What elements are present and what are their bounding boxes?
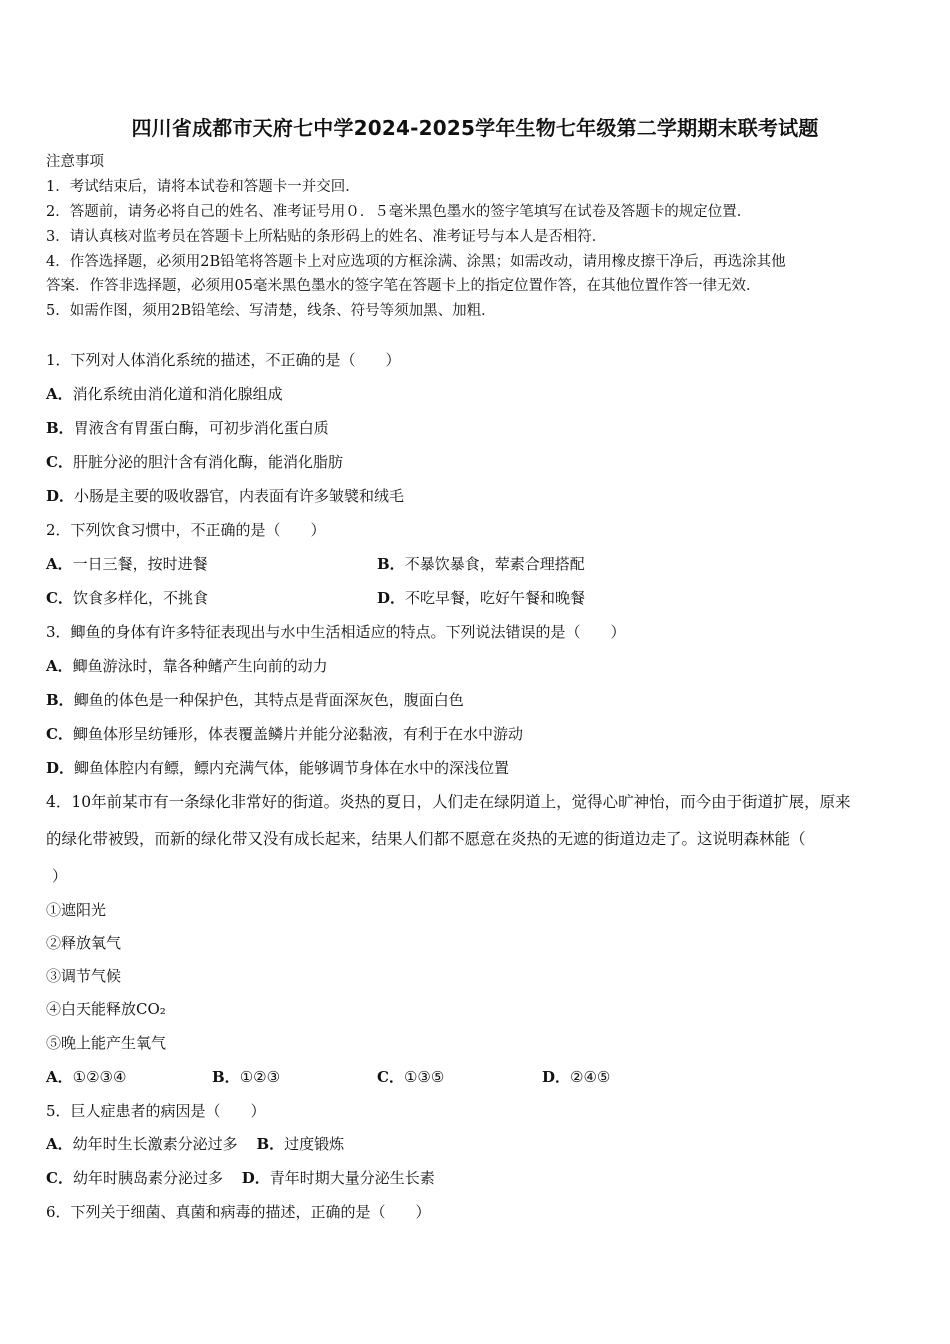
- question-5-options-row: [46, 1134, 344, 1154]
- question-3-option-a: [46, 656, 328, 676]
- question-4-option-b: [212, 1067, 280, 1087]
- question-4-item: ④白天能释放CO₂: [46, 1000, 166, 1018]
- question-2-option-d: [377, 588, 585, 608]
- option-text: 青年时期大量分泌生长素: [269, 1169, 435, 1187]
- option-label: D．: [46, 487, 75, 505]
- page-title: 四川省成都市天府七中学2024-2025学年生物七年级第二学期期末联考试题: [131, 116, 819, 140]
- question-3-stem: 3．鲫鱼的身体有许多特征表现出与水中生活相适应的特点。下列说法错误的是（ ）: [46, 623, 626, 641]
- question-2-option-c: [46, 588, 208, 608]
- question-5-option-c: [46, 1169, 223, 1187]
- question-1-option-b: [46, 418, 329, 438]
- option-label: C．: [46, 589, 73, 607]
- option-text: 鲫鱼体形呈纺锤形，体表覆盖鳞片并能分泌黏液，有利于在水中游动: [72, 725, 523, 743]
- notice-item: 3．请认真核对监考员在答题卡上所粘贴的条形码上的姓名、准考证号与本人是否相符．: [46, 229, 607, 245]
- question-5-option-d: [242, 1169, 435, 1187]
- question-3-option-c: [46, 724, 523, 744]
- question-4-stem-line: 4．10年前某市有一条绿化非常好的街道。炎热的夏日，人们走在绿阴道上，觉得心旷神怡，而今由于街道扩展，原来: [46, 793, 851, 811]
- option-label: B．: [377, 555, 405, 573]
- option-text: 不暴饮暴食，荤素合理搭配: [404, 555, 585, 573]
- option-label: A．: [46, 555, 73, 573]
- question-5-option-a: [46, 1135, 238, 1153]
- question-2-stem: 2．下列饮食习惯中，不正确的是（ ）: [46, 521, 326, 539]
- option-text: 一日三餐，按时进餐: [72, 555, 208, 573]
- notice-item: 1．考试结束后，请将本试卷和答题卡一并交回．: [46, 179, 360, 195]
- question-5-stem: 5．巨人症患者的病因是（ ）: [46, 1102, 266, 1120]
- option-text: 幼年时生长激素分泌过多: [72, 1135, 238, 1153]
- option-label: C．: [377, 1068, 404, 1086]
- option-text: 饮食多样化，不挑食: [72, 589, 208, 607]
- option-label: C．: [46, 1169, 73, 1187]
- option-label: C．: [46, 453, 73, 471]
- notice-heading: 注意事项: [46, 154, 104, 170]
- question-5-options-row: [46, 1168, 435, 1188]
- option-text: ②④⑤: [570, 1068, 611, 1086]
- question-6-stem: 6．下列关于细菌、真菌和病毒的描述，正确的是（ ）: [46, 1203, 431, 1221]
- option-text: ①②③④: [72, 1068, 127, 1086]
- option-text: 鲫鱼的体色是一种保护色，其特点是背面深灰色，腹面白色: [73, 691, 464, 709]
- question-4-option-a: [46, 1067, 126, 1087]
- option-label: B．: [46, 419, 74, 437]
- question-2-option-b: [377, 554, 585, 574]
- option-text: 不吃早餐，吃好午餐和晚餐: [405, 589, 586, 607]
- question-2-option-a: [46, 554, 208, 574]
- question-5-option-b: [256, 1135, 344, 1153]
- notice-item: 2．答题前，请务必将自己的姓名、准考证号用０．５毫米黑色墨水的签字笔填写在试卷及答题卡的规定位置．: [46, 204, 752, 220]
- question-4-item: ①遮阳光: [46, 901, 107, 919]
- question-4-stem-line: ）: [52, 867, 68, 885]
- option-text: ①②③: [239, 1068, 281, 1086]
- option-label: B．: [46, 691, 74, 709]
- option-text: 消化系统由消化道和消化腺组成: [72, 385, 283, 403]
- question-4-item: ②释放氧气: [46, 934, 122, 952]
- option-label: D．: [46, 759, 75, 777]
- option-label: B．: [212, 1068, 240, 1086]
- question-3-option-d: [46, 758, 509, 778]
- option-label: A．: [46, 385, 73, 403]
- option-text: 鲫鱼体腔内有鳔，鳔内充满气体，能够调节身体在水中的深浅位置: [74, 759, 510, 777]
- question-4-stem-line: 的绿化带被毁，而新的绿化带又没有成长起来，结果人们都不愿意在炎热的无遮的街道边走了。这说明森林能（: [46, 830, 806, 848]
- option-label: C．: [46, 725, 73, 743]
- option-label: D．: [377, 589, 406, 607]
- question-4-option-d: [542, 1067, 610, 1087]
- question-1-option-c: [46, 452, 343, 472]
- option-text: 过度锻炼: [284, 1135, 345, 1153]
- option-text: 小肠是主要的吸收器官，内表面有许多皱襞和绒毛: [74, 487, 405, 505]
- option-label: D．: [241, 1169, 270, 1187]
- option-text: 肝脏分泌的胆汁含有消化酶，能消化脂肪: [72, 453, 343, 471]
- option-label: A．: [46, 1068, 73, 1086]
- option-label: A．: [46, 657, 73, 675]
- option-label: D．: [542, 1068, 571, 1086]
- option-text: 幼年时胰岛素分泌过多: [72, 1169, 223, 1187]
- question-1-option-a: [46, 384, 283, 404]
- notice-item: 5．如需作图，须用2B铅笔绘、写清楚，线条、符号等须加黑、加粗．: [46, 303, 496, 319]
- question-1-stem: 1．下列对人体消化系统的描述，不正确的是（ ）: [46, 351, 401, 369]
- option-label: A．: [46, 1135, 73, 1153]
- question-4-item: ③调节气候: [46, 967, 122, 985]
- notice-item: 4．作答选择题，必须用2B铅笔将答题卡上对应选项的方框涂满、涂黑；如需改动，请用橡皮擦干净后，再选涂其他: [46, 254, 786, 270]
- question-3-option-b: [46, 690, 464, 710]
- option-text: 鲫鱼游泳时，靠各种鳍产生向前的动力: [72, 657, 328, 675]
- question-4-item: ⑤晚上能产生氧气: [46, 1034, 167, 1052]
- option-label: B．: [256, 1135, 285, 1153]
- option-text: ①③⑤: [403, 1068, 445, 1086]
- option-text: 胃液含有胃蛋白酶，可初步消化蛋白质: [73, 419, 329, 437]
- notice-item: 答案．作答非选择题，必须用05毫米黑色墨水的签字笔在答题卡上的指定位置作答，在其他位置作答一律无效．: [46, 278, 761, 294]
- question-4-option-c: [377, 1067, 444, 1087]
- question-1-option-d: [46, 486, 404, 506]
